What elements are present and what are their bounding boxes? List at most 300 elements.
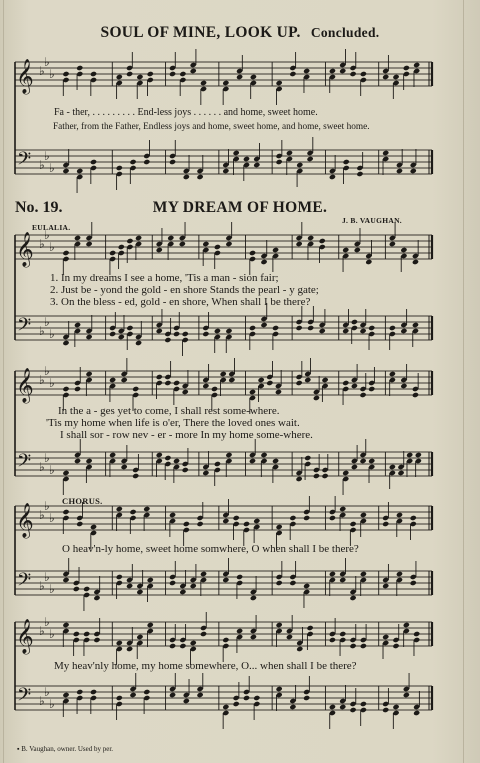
treble-clef: 𝄞 [16, 619, 34, 654]
bass-clef: 𝄢 [17, 570, 32, 595]
note-head [276, 524, 283, 530]
note-head [360, 512, 367, 518]
note-head [132, 386, 139, 392]
note-head [365, 259, 372, 265]
note-head [116, 74, 123, 80]
note-head [190, 640, 197, 646]
note-head [403, 65, 410, 71]
flat-sign: ♭ [44, 451, 50, 465]
note-head [403, 622, 410, 628]
note-head [169, 159, 176, 165]
note-head [156, 328, 163, 334]
note-head [389, 464, 396, 470]
note-head [412, 259, 419, 265]
note-head [351, 464, 358, 470]
note-head [410, 168, 417, 174]
note-head [322, 377, 329, 383]
note-head [202, 383, 209, 389]
flat-sign: ♭ [44, 499, 50, 513]
note-head [169, 71, 176, 77]
note-head [214, 461, 221, 467]
bass-clef: 𝄢 [17, 685, 32, 710]
note-head [260, 322, 267, 328]
note-head [400, 328, 407, 334]
note-head [360, 71, 367, 77]
note-head [62, 622, 69, 628]
note-head [392, 74, 399, 80]
hymn-title: MY DREAM OF HOME. [152, 199, 328, 216]
note-head [389, 371, 396, 377]
note-head [415, 452, 422, 458]
note-head [62, 470, 69, 476]
flat-sign: ♭ [39, 324, 45, 338]
note-head [136, 74, 143, 80]
flat-sign: ♭ [49, 463, 55, 477]
note-head [396, 168, 403, 174]
prev-lyric-line-1: Fa - ther, . . . . . . . . . End-less joys . . . . . . and home, sweet home. [54, 107, 318, 118]
flat-sign: ♭ [39, 237, 45, 251]
note-head [62, 692, 69, 698]
note-head [73, 631, 80, 637]
note-head [413, 631, 420, 637]
previous-song-title-text: SOUL OF MINE, LOOK UP. [100, 24, 301, 41]
note-head [304, 377, 311, 383]
note-head [183, 174, 190, 180]
flat-sign: ♭ [39, 373, 45, 387]
prev-lyric-line-2: Father, from the Father, Endless joys and home, sweet home, and home, sweet home. [53, 122, 370, 132]
note-head [272, 247, 279, 253]
note-head [253, 518, 260, 524]
note-head [233, 150, 240, 156]
verse-1-line-2: In the a - ges yet to come, I shall rest some-where. [58, 405, 280, 417]
note-head [202, 331, 209, 337]
note-head [413, 710, 420, 716]
note-head [182, 467, 189, 473]
note-head [307, 325, 314, 331]
note-head [339, 506, 346, 512]
note-head [243, 156, 250, 162]
note-head [249, 458, 256, 464]
note-head [276, 580, 283, 586]
note-head [307, 625, 314, 631]
note-head [286, 634, 293, 640]
concluded-label: Concluded. [310, 25, 380, 40]
note-head [116, 640, 123, 646]
note-head [322, 473, 329, 479]
note-head [214, 328, 221, 334]
copyright-footer: ▪ B. Vaughan, owner. Used by per. [17, 745, 114, 753]
note-head [126, 583, 133, 589]
note-head [400, 247, 407, 253]
note-head [164, 455, 171, 461]
note-head [126, 238, 133, 244]
flat-sign: ♭ [39, 64, 45, 78]
note-head [228, 377, 235, 383]
note-head [116, 506, 123, 512]
flat-sign: ♭ [44, 615, 50, 629]
treble-clef: 𝄞 [16, 368, 34, 403]
composer: J. B. VAUGHAN. [342, 216, 402, 225]
flat-sign: ♭ [49, 240, 55, 254]
note-head [368, 325, 375, 331]
verse-3-line-1: 3. On the bless - ed, gold - en shore, When shall I be there? [50, 296, 311, 308]
note-head [354, 247, 361, 253]
note-head [200, 80, 207, 86]
note-head [93, 637, 100, 643]
note-head [356, 171, 363, 177]
bass-clef: 𝄢 [17, 451, 32, 476]
flat-sign: ♭ [49, 161, 55, 175]
note-head [86, 334, 93, 340]
note-head [313, 395, 320, 401]
note-head [250, 595, 257, 601]
note-head [121, 464, 128, 470]
note-head [272, 458, 279, 464]
note-head [202, 241, 209, 247]
note-head [339, 68, 346, 74]
flat-sign: ♭ [49, 627, 55, 641]
note-head [359, 392, 366, 398]
note-head [179, 643, 186, 649]
treble-clef: 𝄞 [16, 59, 34, 94]
flat-sign: ♭ [49, 327, 55, 341]
note-head [202, 470, 209, 476]
hymn-number: No. 19. [15, 199, 63, 216]
flat-sign: ♭ [39, 460, 45, 474]
note-head [173, 331, 180, 337]
note-head [83, 586, 90, 592]
note-head [200, 631, 207, 637]
treble-clef: 𝄞 [16, 503, 34, 538]
note-head [76, 521, 83, 527]
note-head [250, 74, 257, 80]
note-head [303, 68, 310, 74]
note-head [253, 162, 260, 168]
note-head [74, 458, 81, 464]
note-head [197, 521, 204, 527]
note-head [243, 695, 250, 701]
note-head [222, 704, 229, 710]
note-head [167, 235, 174, 241]
flat-sign: ♭ [49, 67, 55, 81]
note-head [303, 515, 310, 521]
note-head [62, 340, 69, 346]
note-head [147, 577, 154, 583]
note-head [93, 595, 100, 601]
note-head [90, 689, 97, 695]
note-head [303, 695, 310, 701]
note-head [182, 331, 189, 337]
note-head [109, 331, 116, 337]
note-head [403, 692, 410, 698]
note-head [62, 168, 69, 174]
note-head [413, 62, 420, 68]
note-head [289, 580, 296, 586]
note-head [164, 337, 171, 343]
note-head [126, 325, 133, 331]
note-head [382, 74, 389, 80]
note-head [74, 386, 81, 392]
note-head [266, 380, 273, 386]
note-head [222, 637, 229, 643]
note-head [156, 374, 163, 380]
note-head [396, 512, 403, 518]
flat-sign: ♭ [49, 376, 55, 390]
flat-sign: ♭ [44, 364, 50, 378]
note-head [276, 622, 283, 628]
note-head [339, 704, 346, 710]
note-head [272, 325, 279, 331]
note-head [329, 637, 336, 643]
note-head [319, 238, 326, 244]
flat-sign: ♭ [39, 508, 45, 522]
note-head [360, 701, 367, 707]
note-head [76, 65, 83, 71]
note-head [225, 328, 232, 334]
note-head [121, 377, 128, 383]
note-head [220, 371, 227, 377]
note-head [173, 380, 180, 386]
note-head [109, 377, 116, 383]
note-head [412, 392, 419, 398]
tune-name: EULALIA. [32, 223, 71, 232]
note-head [86, 241, 93, 247]
flat-sign: ♭ [44, 55, 50, 69]
note-head [76, 689, 83, 695]
flat-sign: ♭ [44, 228, 50, 242]
note-head [214, 244, 221, 250]
note-head [275, 389, 282, 395]
note-head [135, 235, 142, 241]
note-head [233, 701, 240, 707]
note-head [382, 707, 389, 713]
note-head [392, 704, 399, 710]
note-head [296, 646, 303, 652]
flat-sign: ♭ [39, 624, 45, 638]
note-head [249, 325, 256, 331]
note-head [296, 325, 303, 331]
note-head [211, 386, 218, 392]
note-head [392, 643, 399, 649]
note-head [289, 71, 296, 77]
flat-sign: ♭ [49, 582, 55, 596]
note-head [349, 643, 356, 649]
note-head [200, 571, 207, 577]
flat-sign: ♭ [49, 697, 55, 711]
note-head [406, 452, 413, 458]
bass-clef: 𝄢 [17, 315, 32, 340]
chorus-line-1: O heav'n-ly home, sweet home somwhere, O when shall I be there? [62, 543, 359, 555]
note-head [249, 250, 256, 256]
note-head [109, 452, 116, 458]
note-head [349, 595, 356, 601]
note-head [319, 328, 326, 334]
verse-2-line-1: 2. Just be - yond the gold - en shore Stands the pearl - y gate; [50, 284, 319, 296]
note-head [307, 235, 314, 241]
note-head [135, 340, 142, 346]
note-head [339, 577, 346, 583]
note-head [389, 241, 396, 247]
note-head [222, 577, 229, 583]
note-head [303, 583, 310, 589]
note-head [90, 71, 97, 77]
note-head [136, 634, 143, 640]
note-head [296, 241, 303, 247]
note-head [169, 643, 176, 649]
note-head [62, 386, 69, 392]
note-head [397, 470, 404, 476]
note-head [233, 515, 240, 521]
note-head [382, 583, 389, 589]
note-head [197, 174, 204, 180]
note-head [116, 165, 123, 171]
chorus-line-2: My heav'nly home, my home somewhere, O... when shall I be there? [54, 660, 357, 672]
note-head [250, 634, 257, 640]
note-head [396, 571, 403, 577]
note-head [129, 692, 136, 698]
note-head [400, 383, 407, 389]
flat-sign: ♭ [44, 149, 50, 163]
note-head [76, 168, 83, 174]
note-head [253, 695, 260, 701]
note-head [132, 473, 139, 479]
verse-3-line-2: I shall sor - row nev - er - more In my home some-where. [60, 429, 313, 441]
note-head [359, 458, 366, 464]
note-head [304, 455, 311, 461]
note-head [147, 622, 154, 628]
note-head [368, 458, 375, 464]
note-head [329, 515, 336, 521]
note-head [329, 174, 336, 180]
note-head [342, 380, 349, 386]
note-head [382, 634, 389, 640]
note-head [116, 695, 123, 701]
note-head [249, 389, 256, 395]
note-head [329, 704, 336, 710]
note-head [222, 168, 229, 174]
note-head [360, 643, 367, 649]
note-head [225, 452, 232, 458]
chorus-label: CHORUS. [62, 496, 103, 506]
note-head [313, 473, 320, 479]
note-head [182, 389, 189, 395]
note-head [169, 512, 176, 518]
note-head [74, 235, 81, 241]
note-head [62, 71, 69, 77]
note-head [360, 571, 367, 577]
note-head [86, 458, 93, 464]
treble-clef: 𝄞 [16, 232, 34, 267]
note-head [169, 580, 176, 586]
note-head [342, 328, 349, 334]
note-head [349, 521, 356, 527]
note-head [74, 322, 81, 328]
bass-clef: 𝄢 [17, 149, 32, 174]
note-head [179, 241, 186, 247]
note-head [136, 589, 143, 595]
note-head [410, 580, 417, 586]
note-head [289, 704, 296, 710]
flat-sign: ♭ [49, 511, 55, 525]
note-head [368, 386, 375, 392]
note-head [143, 506, 150, 512]
note-head [86, 371, 93, 377]
note-head [276, 80, 283, 86]
note-head [382, 150, 389, 156]
note-head [382, 521, 389, 527]
note-head [339, 631, 346, 637]
note-head [296, 476, 303, 482]
note-head [236, 574, 243, 580]
note-head [62, 250, 69, 256]
flat-sign: ♭ [44, 315, 50, 329]
note-head [143, 689, 150, 695]
note-head [118, 244, 125, 250]
note-head [109, 250, 116, 256]
note-head [260, 452, 267, 458]
note-head [179, 589, 186, 595]
note-head [179, 71, 186, 77]
note-head [351, 319, 358, 325]
note-head [307, 156, 314, 162]
note-head [164, 380, 171, 386]
previous-song-title [0, 24, 480, 42]
note-head [258, 377, 265, 383]
note-head [276, 159, 283, 165]
note-head [173, 458, 180, 464]
note-head [183, 521, 190, 527]
note-head [412, 322, 419, 328]
note-head [349, 707, 356, 713]
note-head [296, 162, 303, 168]
note-head [329, 571, 336, 577]
note-head [90, 159, 97, 165]
note-head [90, 524, 97, 530]
note-head [276, 686, 283, 692]
verse-2-line-2: 'Tis my home when life is o'er, There the loved ones wait. [46, 417, 300, 429]
flat-sign: ♭ [39, 158, 45, 172]
note-head [286, 150, 293, 156]
verse-1-line-1: 1. In my dreams I see a home, 'Tis a man - sion fair; [50, 272, 279, 284]
note-head [236, 628, 243, 634]
note-head [329, 68, 336, 74]
note-head [343, 159, 350, 165]
note-head [126, 71, 133, 77]
note-head [118, 334, 125, 340]
note-head [342, 470, 349, 476]
note-head [116, 574, 123, 580]
note-head [222, 80, 229, 86]
note-head [83, 631, 90, 637]
note-head [62, 577, 69, 583]
note-head [351, 383, 358, 389]
note-head [129, 509, 136, 515]
note-head [156, 247, 163, 253]
note-head [190, 583, 197, 589]
note-head [126, 646, 133, 652]
note-head [410, 515, 417, 521]
note-head [389, 325, 396, 331]
note-head [156, 452, 163, 458]
note-head [190, 68, 197, 74]
note-head [225, 241, 232, 247]
flat-sign: ♭ [39, 694, 45, 708]
note-head [73, 586, 80, 592]
note-head [169, 692, 176, 698]
note-head [236, 74, 243, 80]
note-head [129, 159, 136, 165]
note-head [260, 259, 267, 265]
